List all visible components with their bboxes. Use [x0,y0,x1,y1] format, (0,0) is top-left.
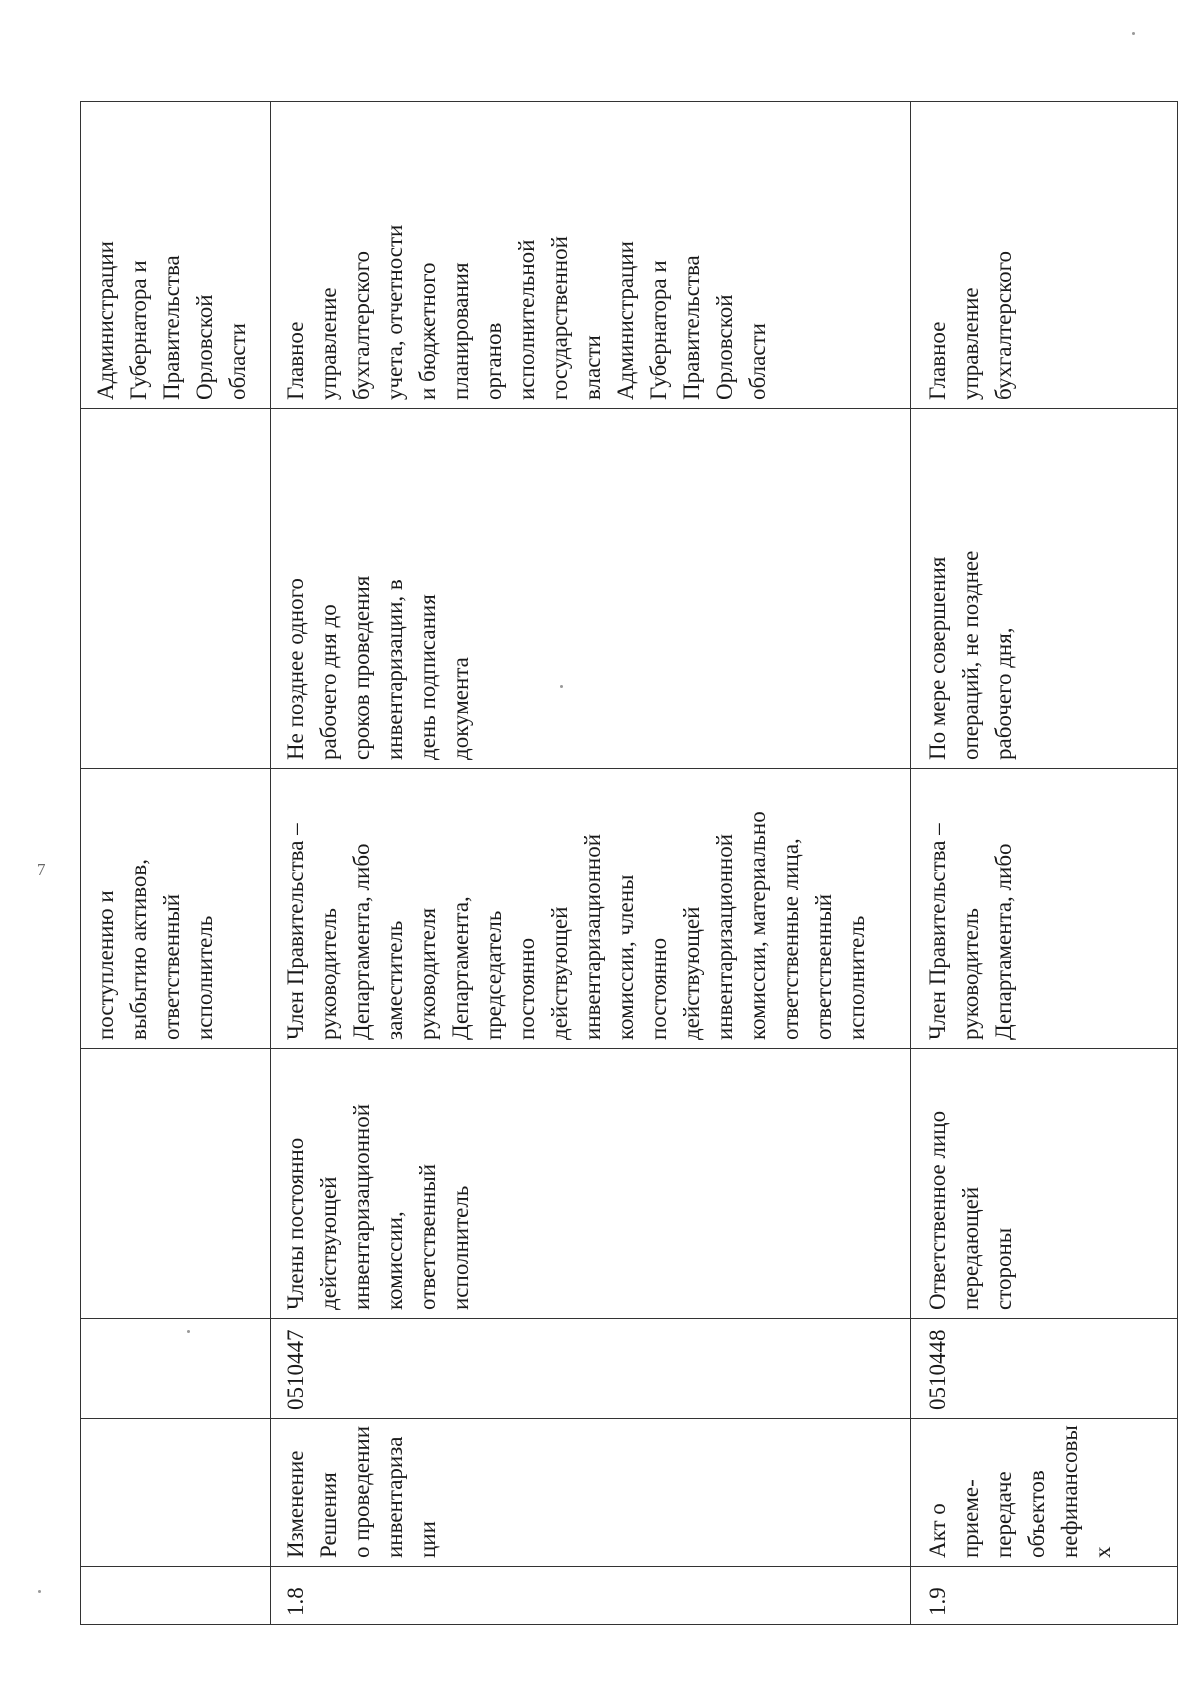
cell-number: 1.9 [911,1567,1178,1625]
cell-responsible [81,1049,271,1319]
table-row [911,102,1178,1625]
table-row [81,102,271,1625]
cell-deadline: Не позднее одного рабочего дня до сроков проведения инвентаризации, в день подписания документа [271,409,911,769]
cell-document-name: Изменение Решения о проведении инвентаризации [271,1419,911,1567]
cell-document-name [81,1419,271,1567]
rotated-content [80,102,1158,1625]
cell-document-name: Акт о приеме- передаче объектов нефинансовых [911,1419,1178,1567]
cell-signer: Член Правительства – руководитель Департамента, либо заместитель руководителя Департамента, председатель постоянно действующей инвентаризационной комиссии, члены постоянно действующей инвентаризационной комиссии, материально ответственные лица, ответственный исполнитель [271,769,911,1049]
registry-table [80,101,1178,1625]
scan-speck [560,685,563,688]
cell-responsible: Ответственное лицо передающей стороны [911,1049,1178,1319]
cell-recipient: Главное управление бухгалтерского учета, отчетности и бюджетного планирования органов исполнительной государственной власти Администрации Губернатора и Правительства Орловской области [271,102,911,409]
table-row [271,102,911,1625]
document-page [80,102,1158,1625]
cell-signer: Член Правительства – руководитель Департамента, либо [911,769,1178,1049]
cell-signer: поступлению и выбытию активов, ответственный исполнитель [81,769,271,1049]
page-number: 7 [37,860,46,879]
cell-form-code [81,1319,271,1419]
scan-speck [1132,32,1135,35]
cell-form-code: 0510448 [911,1319,1178,1419]
cell-number [81,1567,271,1625]
cell-deadline: По мере совершения операций, не позднее рабочего дня, [911,409,1178,769]
cell-responsible: Члены постоянно действующей инвентаризационной комиссии, ответственный исполнитель [271,1049,911,1319]
cell-form-code: 0510447 [271,1319,911,1419]
cell-recipient: Главное управление бухгалтерского [911,102,1178,409]
cell-number: 1.8 [271,1567,911,1625]
cell-recipient: Администрации Губернатора и Правительства Орловской области [81,102,271,409]
cell-deadline [81,409,271,769]
scan-speck [38,1590,41,1593]
scan-speck [187,1330,190,1333]
